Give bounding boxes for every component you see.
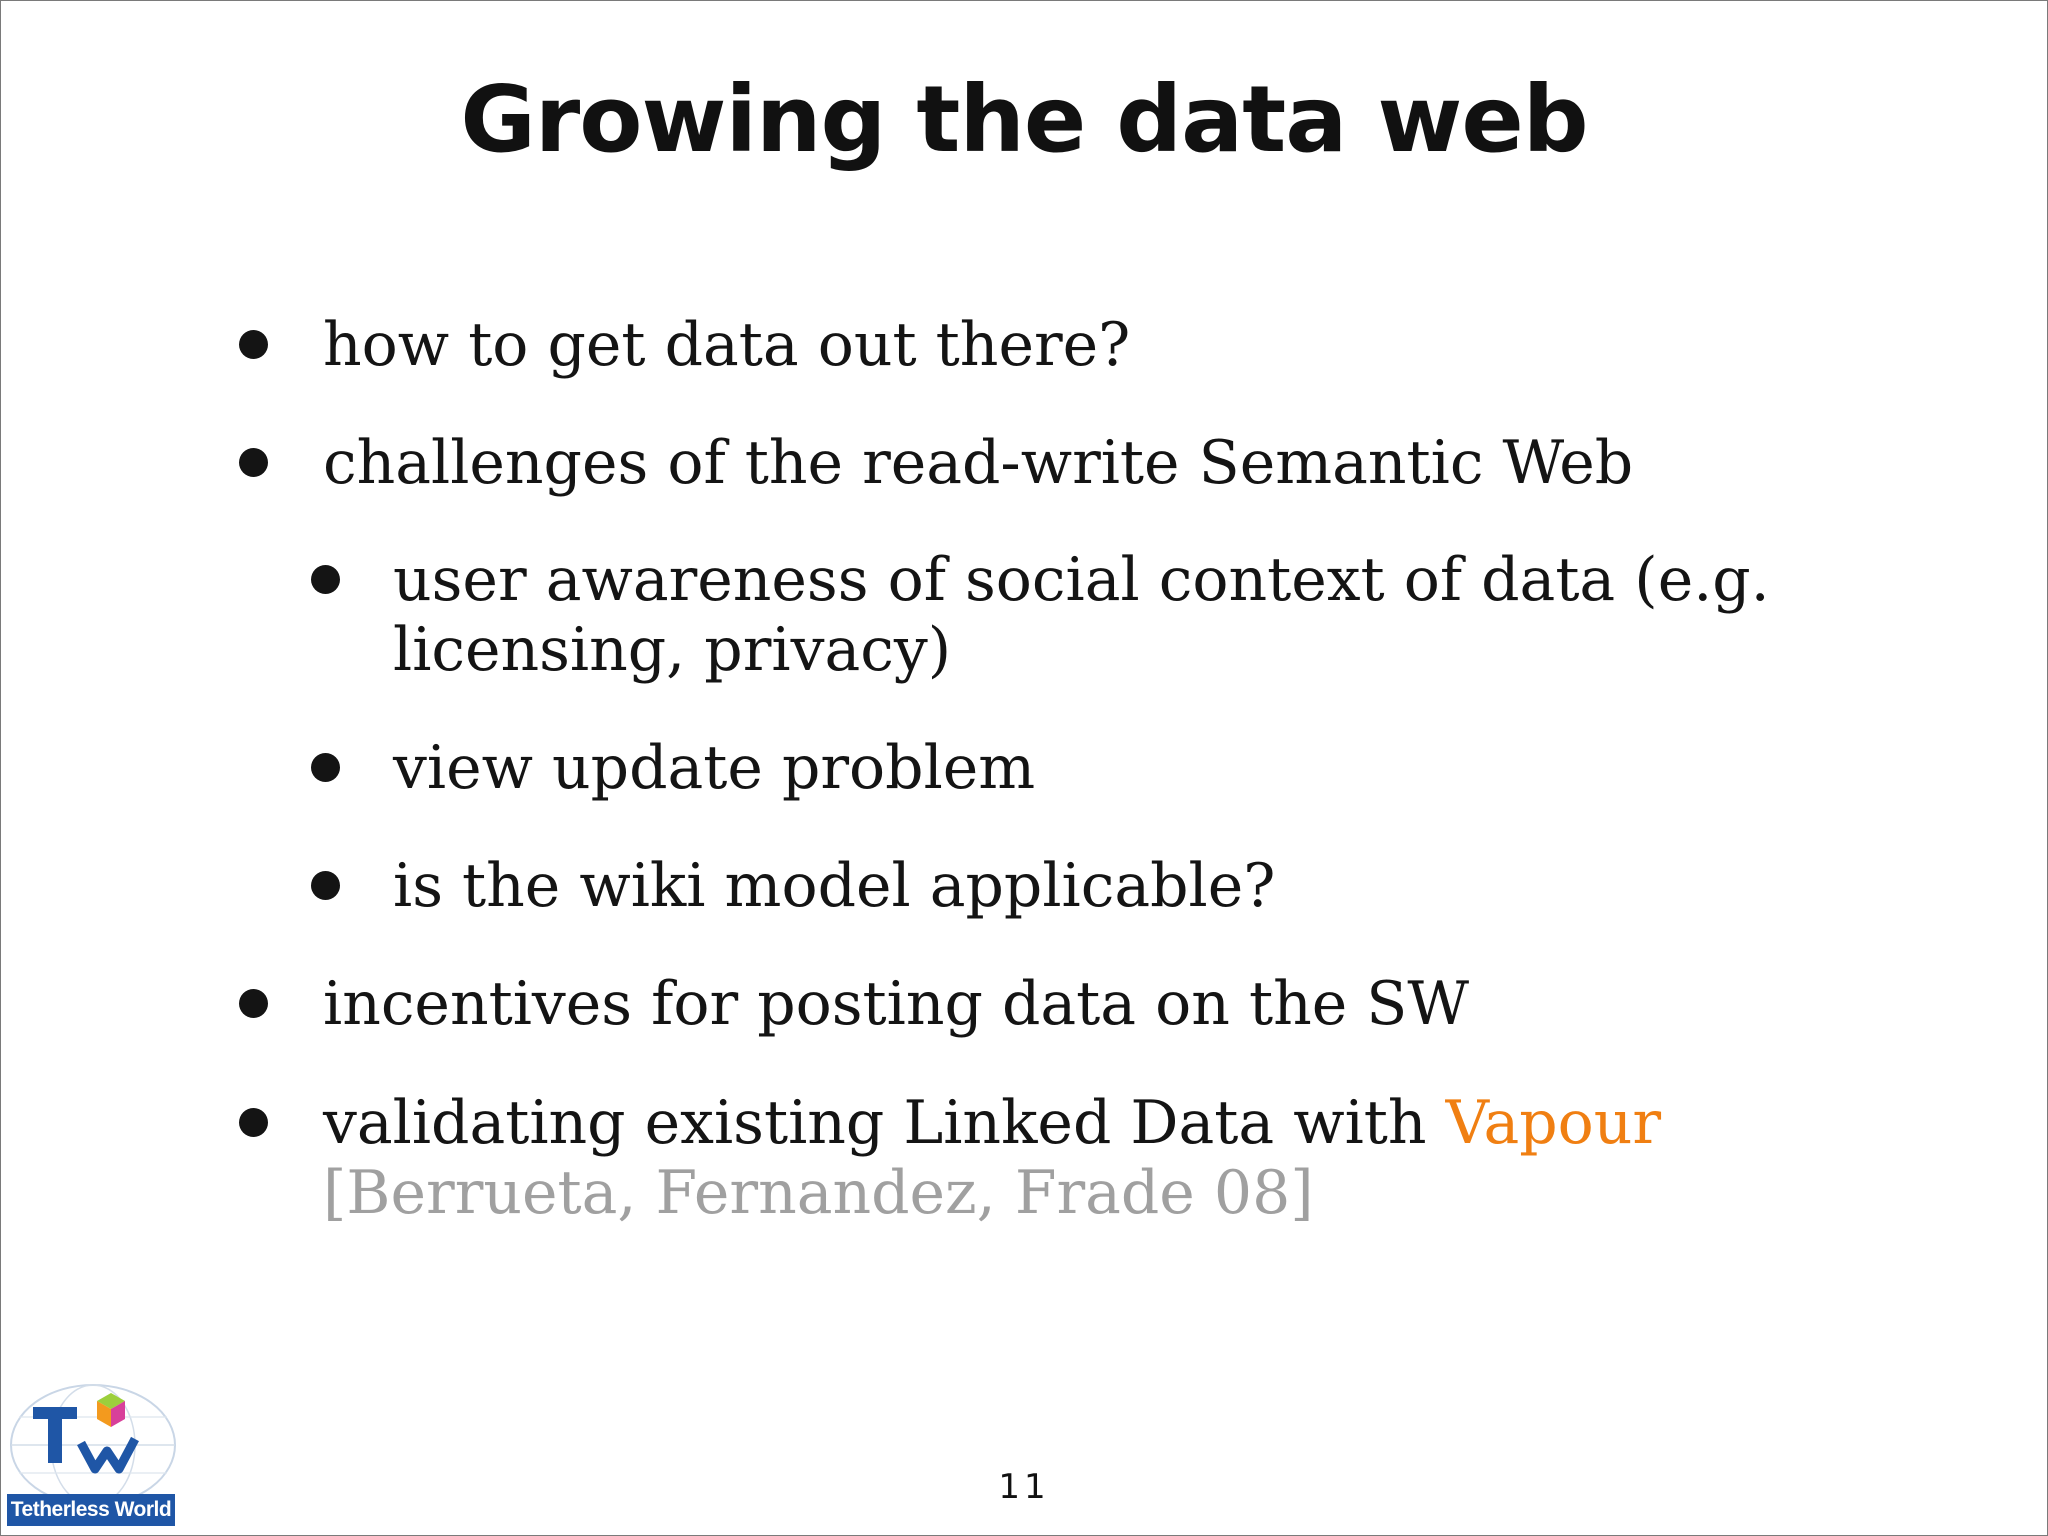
bullet-text: validating existing Linked Data with — [323, 1088, 1446, 1158]
bullet-list — [1, 1, 2047, 1401]
bullet-dot-icon — [239, 448, 268, 477]
sub-bullet-item — [393, 851, 1275, 921]
vapour-link[interactable]: Vapour — [1445, 1088, 1662, 1158]
page-number: 11 — [998, 1467, 1050, 1507]
bullet-text: incentives for posting data on the SW — [323, 969, 1470, 1039]
bullet-item — [323, 310, 1130, 380]
bullet-dot-icon — [239, 989, 268, 1018]
bullet-text-line-1: user awareness of social context of data (e.g. — [393, 545, 1770, 615]
bullet-dot-icon — [239, 1108, 268, 1137]
bullet-item — [323, 428, 1633, 498]
bullet-dot-icon — [311, 565, 340, 594]
citation: [Berrueta, Fernandez, Frade 08] — [323, 1158, 1314, 1228]
sub-bullet-item — [393, 733, 1035, 803]
bullet-text-line-2: licensing, privacy) — [393, 615, 952, 685]
bullet-text: challenges of the read-write Semantic Web — [323, 428, 1634, 498]
slide-title: Growing the data web — [460, 66, 1588, 173]
bullet-text: how to get data out there? — [323, 310, 1131, 380]
bullet-dot-icon — [239, 330, 268, 359]
bullet-text: is the wiki model applicable? — [393, 851, 1276, 921]
bullet-dot-icon — [311, 871, 340, 900]
bullet-item — [323, 969, 1469, 1039]
bullet-dot-icon — [311, 753, 340, 782]
sub-bullet-item — [393, 545, 1770, 685]
logo-label: Tetherless World — [7, 1494, 175, 1526]
bullet-text: view update problem — [393, 733, 1036, 803]
bullet-item — [323, 1088, 1661, 1228]
